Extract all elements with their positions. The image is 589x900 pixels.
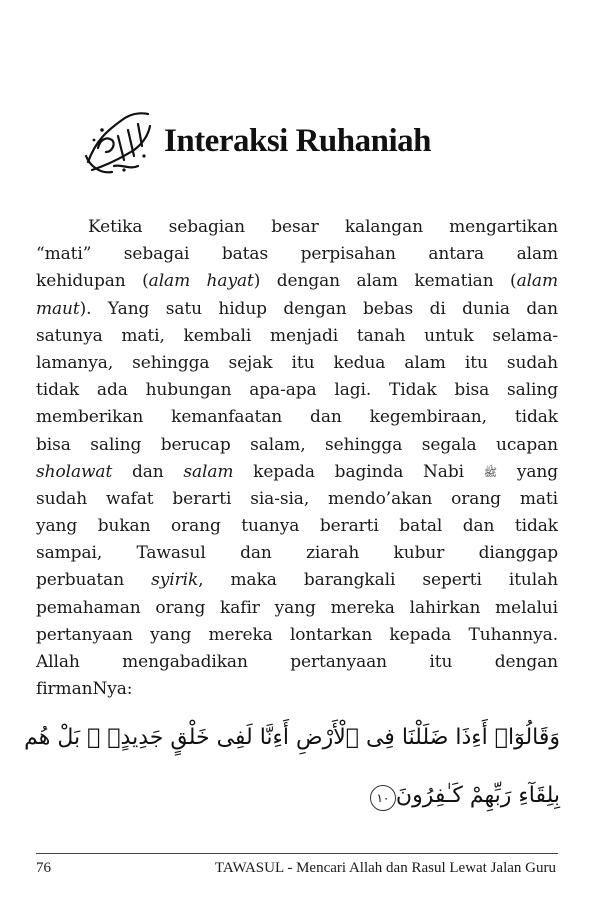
quran-verse-text: بِلِقَآءِ رَبِّهِمْ كَـٰفِرُونَ	[395, 783, 560, 808]
text-line: sholawat dan salam kepada baginda Nabi ﷺ yang	[36, 461, 558, 482]
text-line: lamanya, sehingga sejak itu kedua alam itu sudah	[36, 352, 558, 373]
chapter-heading	[78, 100, 431, 182]
arabic-calligraphy-ornament-icon	[78, 100, 160, 182]
text-line: sampai, Tawasul dan ziarah kubur dianggap	[36, 543, 558, 564]
running-footer-title: TAWASUL - Mencari Allah dan Rasul Lewat Jalan Guru	[214, 860, 556, 876]
text-line: memberikan kemanfaatan dan kegembiraan, tidak	[36, 407, 558, 428]
body-paragraph	[36, 214, 558, 703]
text-line: sudah wafat berarti sia-sia, mendo’akan orang mati	[36, 488, 558, 509]
text-line: yang bukan orang tuanya berarti batal dan tidak	[36, 516, 558, 537]
text-line: Allah mengabadikan pertanyaan itu dengan	[36, 652, 558, 672]
footer-divider	[36, 853, 558, 854]
quran-verse-line-2	[60, 783, 560, 811]
text-line: firmanNya:	[36, 679, 133, 700]
text-line: bisa saling berucap salam, sehingga segala ucapan	[36, 434, 558, 455]
text-line: maut). Yang satu hidup dengan bebas di dunia dan	[36, 298, 558, 319]
salawat-symbol: ﷺ	[483, 465, 497, 479]
text-line: pertanyaan yang mereka lontarkan kepada Tuhannya.	[36, 624, 558, 645]
quran-verse-line-1: وَقَالُوٓا۟ أَءِذَا ضَلَلْنَا فِى ٱلْأَرْضِ أَءِنَّا لَفِى خَلْقٍ جَدِيدٍۭ ۚ بَلْ هُم	[24, 725, 560, 750]
page-title: Interaksi Ruhaniah	[164, 122, 432, 159]
text-line: pemahaman orang kafir yang mereka lahirkan melalui	[36, 597, 558, 618]
text-line: satunya mati, kembali menjadi tanah untuk selama-	[36, 325, 558, 346]
text-line: tidak ada hubungan apa-apa lagi. Tidak bisa saling	[36, 380, 558, 401]
text-line: Ketika sebagian besar kalangan mengartikan	[88, 217, 558, 237]
text-line: kehidupan (alam hayat) dengan alam kematian (alam	[36, 271, 558, 292]
page-number: 76	[36, 860, 51, 876]
text-line: perbuatan syirik, maka barangkali seperti itulah	[36, 570, 558, 591]
ayah-number-marker: ١٠	[370, 785, 396, 811]
text-line: “mati” sebagai batas perpisahan antara alam	[36, 244, 558, 265]
